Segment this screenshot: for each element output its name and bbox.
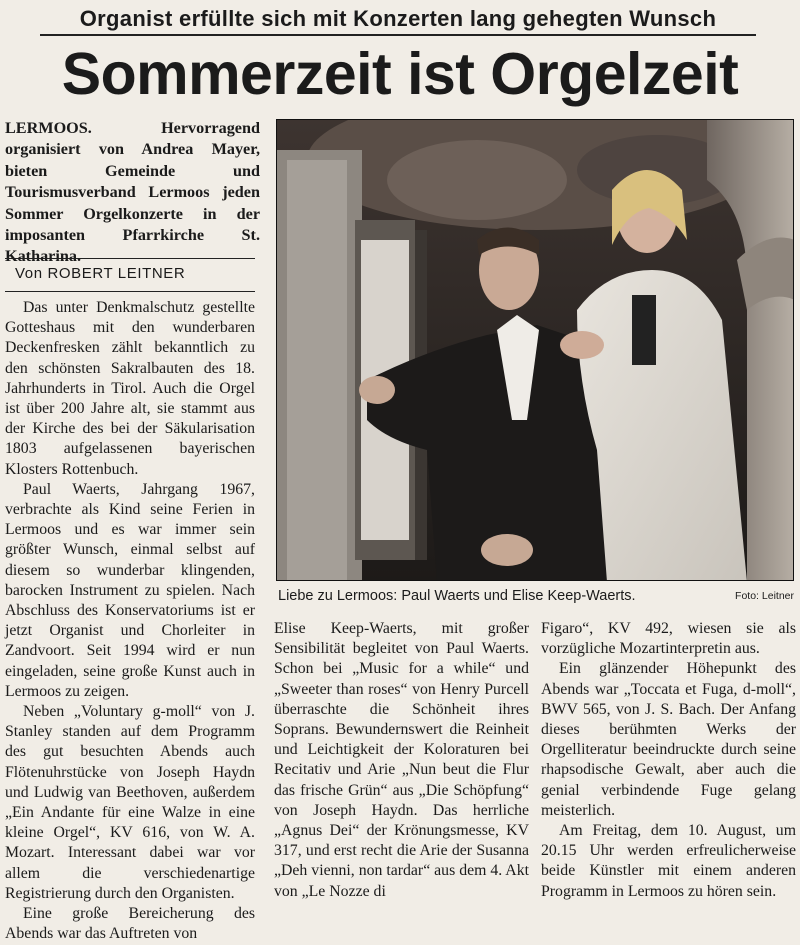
paragraph: Am Freitag, dem 10. August, um 20.15 Uhr werden erfreulicherweise beide Künstler mit einem anderen Programm in Lermoos zu hören sein. bbox=[541, 822, 796, 900]
paragraph: Ein glänzender Höhepunkt des Abends war „Toccata et Fuga, d-moll“, BWV 565, von J. S. Bach. Der Anfang dieses berühmten Werks der Orgelliteratur beeindruckte durch seine rhapsodische Gewalt, aber auch die genial verbindende Fuge gelang meisterlich. bbox=[541, 660, 796, 819]
concert-photo bbox=[276, 119, 794, 581]
paragraph: Eine große Bereicherung des Abends war das Auftreten von bbox=[5, 905, 255, 943]
photo-caption: Liebe zu Lermoos: Paul Waerts und Elise Keep-Waerts. bbox=[278, 588, 636, 604]
byline-author: ROBERT LEITNER bbox=[47, 265, 186, 282]
article-lead: LERMOOS. Hervorragend organisiert von Andrea Mayer, bieten Gemeinde und Tourismusverband Lermoos jeden Sommer Orgelkonzerte in der imposanten Pfarrkirche St. Katharina. bbox=[5, 119, 260, 266]
byline bbox=[5, 258, 255, 292]
photo-illustration bbox=[277, 120, 794, 581]
body-column-3 bbox=[541, 619, 796, 902]
paragraph: Figaro“, KV 492, wiesen sie als vorzügliche Mozartinterpretin aus. bbox=[541, 620, 796, 658]
photo-credit: Foto: Leitner bbox=[735, 590, 794, 602]
article-kicker: Organist erfüllte sich mit Konzerten lang gehegten Wunsch bbox=[40, 4, 756, 36]
paragraph: Paul Waerts, Jahrgang 1967, verbrachte als Kind seine Ferien in Lermoos und es war immer sein größter Wunsch, einmal selbst auf diesem so wunderbar klingenden, barocken Instrument zu spielen. Nach Abschluss des Konservatoriums ist er jetzt Organist und Chorleiter in Zandvoort. Seit 1994 wird er nun eingeladen, seine große Kunst auch in Lermoos zu zeigen. bbox=[5, 480, 255, 700]
body-column-1 bbox=[5, 298, 255, 945]
body-column-2 bbox=[274, 619, 529, 902]
article-headline: Sommerzeit ist Orgelzeit bbox=[61, 41, 739, 107]
paragraph: Elise Keep-Waerts, mit großer Sensibilität begleitet von Paul Waerts. Schon bei „Music for a while“ und „Sweeter than roses“ von Henry Purcell überraschte die Schönheit ihres Soprans. Bewundernswert die Reinheit und Leichtigkeit der Koloraturen bei Recitativ und Arie „Nun beut die Flur das frische Grün“ aus „Die Schöpfung“ von Joseph Haydn. Das herrliche „Agnus Dei“ der Krönungsmesse, KV 317, und erst recht die Arie der Susanna „Deh vienni, non tardar“ aus dem 4. Akt von „Le Nozze di bbox=[274, 620, 529, 900]
byline-prefix: Von bbox=[15, 265, 43, 282]
paragraph: Das unter Denkmalschutz gestellte Gotteshaus mit den wunderbaren Deckenfresken zählt bekanntlich zu den schönsten Sakralbauten des 18. Jahrhunderts in Tirol. Auch die Orgel ist über 200 Jahre alt, sie stammt aus der Kirche des bei der Säkularisation 1803 aufgelassenen bayerischen Klosters Rottenbuch. bbox=[5, 299, 255, 478]
paragraph: Neben „Voluntary g-moll“ von J. Stanley standen auf dem Programm des gut besuchten Abends auch Flötenuhrstücke von Joseph Haydn und Ludwig van Beethoven, außerdem „Ein Andante für eine Walze in eine kleine Orgel“, KV 616, von W. A. Mozart. Interessant dabei war vor allem die verschiedenartige Registrierung durch den Organisten. bbox=[5, 703, 255, 902]
